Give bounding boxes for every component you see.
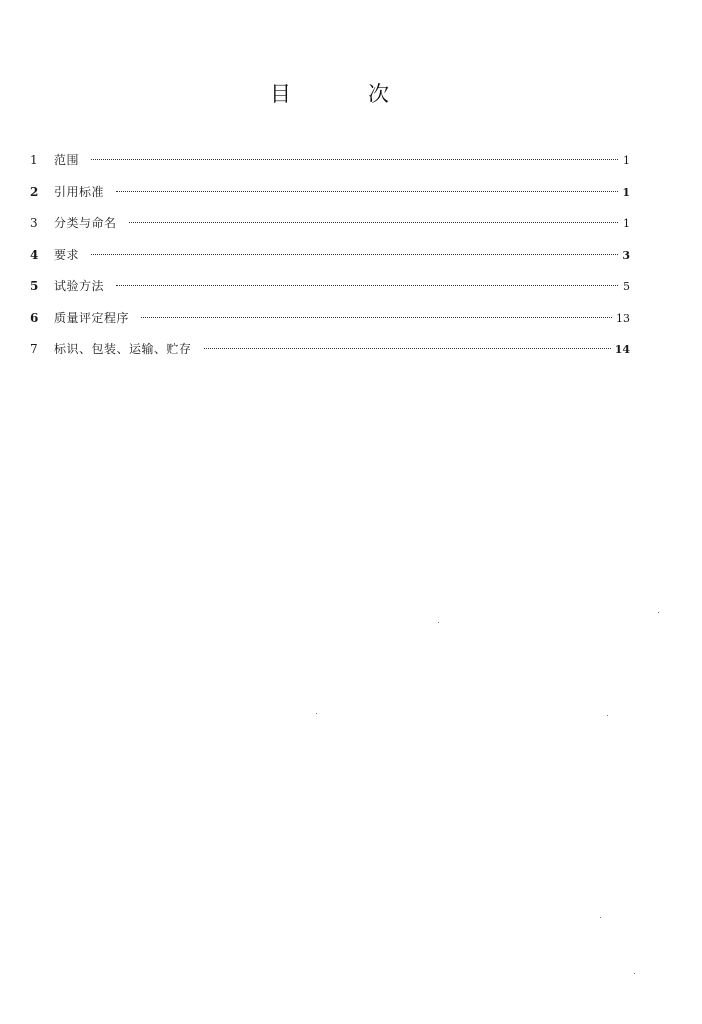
dot-leader bbox=[129, 221, 618, 223]
toc-entry-page: 1 bbox=[623, 154, 630, 167]
toc-entry-page: 14 bbox=[614, 343, 630, 356]
toc-entry-number: 2 bbox=[30, 184, 39, 199]
toc-entry-title: 范围 bbox=[54, 153, 80, 167]
dot-leader bbox=[91, 158, 618, 160]
table-of-contents bbox=[30, 145, 630, 366]
toc-entry-requirements[interactable] bbox=[30, 240, 630, 272]
toc-entry-title: 质量评定程序 bbox=[54, 310, 130, 325]
dot-leader bbox=[204, 347, 611, 349]
toc-entry-page: 13 bbox=[616, 311, 630, 325]
toc-entry-title: 标识、包装、运输、贮存 bbox=[54, 342, 192, 356]
toc-entry-classification[interactable] bbox=[30, 208, 630, 240]
toc-entry-page: 1 bbox=[623, 217, 630, 230]
toc-entry-page: 1 bbox=[622, 185, 630, 199]
dot-leader bbox=[91, 253, 618, 255]
toc-heading-char-1: 目 bbox=[270, 82, 291, 106]
dot-leader bbox=[116, 190, 618, 192]
toc-entry-scope[interactable] bbox=[30, 145, 630, 177]
toc-entry-number: 3 bbox=[30, 216, 38, 230]
toc-entry-title: 要求 bbox=[54, 247, 80, 262]
toc-heading bbox=[0, 80, 702, 112]
scan-speck bbox=[658, 612, 659, 613]
scan-speck bbox=[634, 973, 635, 974]
toc-entry-number: 5 bbox=[30, 279, 39, 293]
toc-entry-page: 3 bbox=[622, 248, 630, 262]
toc-entry-title: 分类与命名 bbox=[54, 216, 117, 230]
dot-leader bbox=[141, 316, 612, 318]
scan-speck bbox=[316, 713, 317, 714]
toc-entry-title: 引用标准 bbox=[54, 184, 105, 199]
scan-speck bbox=[438, 622, 439, 623]
toc-entry-normative-references[interactable] bbox=[30, 177, 630, 209]
toc-entry-number: 7 bbox=[30, 342, 38, 356]
toc-entry-number: 1 bbox=[30, 153, 38, 167]
toc-heading-char-2: 次 bbox=[368, 82, 389, 106]
scan-speck bbox=[600, 917, 601, 918]
toc-entry-number: 6 bbox=[30, 310, 39, 325]
toc-entry-marking-packaging[interactable] bbox=[30, 334, 630, 366]
toc-entry-number: 4 bbox=[30, 247, 39, 262]
dot-leader bbox=[116, 284, 618, 286]
toc-entry-page: 5 bbox=[623, 280, 630, 293]
toc-entry-title: 试验方法 bbox=[54, 279, 105, 293]
toc-entry-quality-assessment[interactable] bbox=[30, 303, 630, 335]
scan-speck bbox=[607, 715, 608, 716]
toc-entry-test-methods[interactable] bbox=[30, 271, 630, 303]
